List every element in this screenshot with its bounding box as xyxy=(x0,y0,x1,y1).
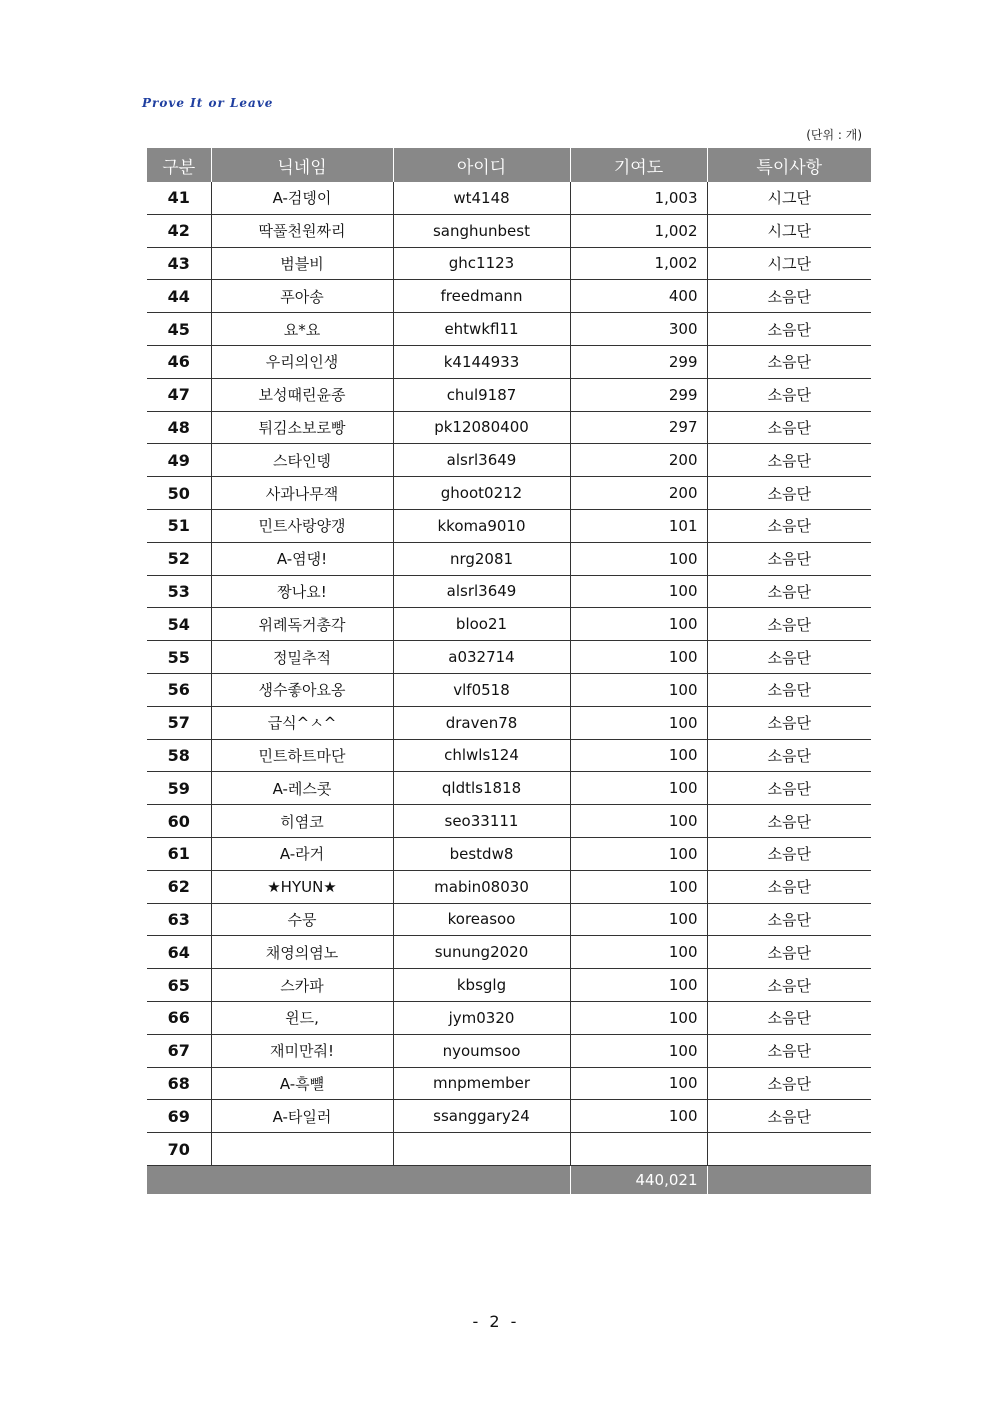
note-cell: 소음단 xyxy=(707,673,871,706)
nickname-cell: 수뭉 xyxy=(211,903,393,936)
user-id-cell: kbsglg xyxy=(393,969,570,1002)
table-row xyxy=(147,542,871,575)
table-row xyxy=(147,1034,871,1067)
row-number: 52 xyxy=(147,542,211,575)
row-number: 50 xyxy=(147,477,211,510)
row-number: 55 xyxy=(147,641,211,674)
nickname-cell: A-레스콧 xyxy=(211,772,393,805)
note-cell: 소음단 xyxy=(707,706,871,739)
nickname-cell: A-염댕! xyxy=(211,542,393,575)
nickname-cell: 사과나무잭 xyxy=(211,477,393,510)
table-row xyxy=(147,608,871,641)
note-cell: 소음단 xyxy=(707,608,871,641)
table-row xyxy=(147,214,871,247)
unit-label: (단위 : 개) xyxy=(806,128,862,142)
contribution-cell: 100 xyxy=(570,1001,707,1034)
nickname-cell: 급식^ㅅ^ xyxy=(211,706,393,739)
note-cell: 소음단 xyxy=(707,936,871,969)
contribution-cell: 100 xyxy=(570,1067,707,1100)
row-number: 67 xyxy=(147,1034,211,1067)
row-number: 61 xyxy=(147,837,211,870)
row-number: 44 xyxy=(147,280,211,313)
row-number: 57 xyxy=(147,706,211,739)
user-id-cell: nrg2081 xyxy=(393,542,570,575)
user-id-cell: ssanggary24 xyxy=(393,1100,570,1133)
note-cell: 소음단 xyxy=(707,903,871,936)
row-number: 46 xyxy=(147,345,211,378)
note-cell: 시그단 xyxy=(707,182,871,214)
contribution-cell: 100 xyxy=(570,706,707,739)
user-id-cell: kkoma9010 xyxy=(393,509,570,542)
contribution-cell: 100 xyxy=(570,837,707,870)
table-row xyxy=(147,870,871,903)
note-cell: 시그단 xyxy=(707,247,871,280)
contribution-cell: 100 xyxy=(570,936,707,969)
note-cell: 소음단 xyxy=(707,411,871,444)
table-row xyxy=(147,444,871,477)
row-number: 51 xyxy=(147,509,211,542)
nickname-cell: 푸아송 xyxy=(211,280,393,313)
row-number: 62 xyxy=(147,870,211,903)
row-number: 70 xyxy=(147,1133,211,1166)
note-cell: 소음단 xyxy=(707,313,871,346)
note-cell: 소음단 xyxy=(707,870,871,903)
contribution-cell: 299 xyxy=(570,345,707,378)
row-number: 42 xyxy=(147,214,211,247)
user-id-cell: wt4148 xyxy=(393,182,570,214)
contribution-cell: 100 xyxy=(570,575,707,608)
nickname-cell: 위례독거총각 xyxy=(211,608,393,641)
user-id-cell: chlwls124 xyxy=(393,739,570,772)
user-id-cell: mabin08030 xyxy=(393,870,570,903)
contribution-cell: 297 xyxy=(570,411,707,444)
user-id-cell: ghoot0212 xyxy=(393,477,570,510)
note-cell: 소음단 xyxy=(707,1001,871,1034)
note-cell: 소음단 xyxy=(707,378,871,411)
nickname-cell: A-흑뺼 xyxy=(211,1067,393,1100)
row-number: 63 xyxy=(147,903,211,936)
row-number: 48 xyxy=(147,411,211,444)
note-cell: 시그단 xyxy=(707,214,871,247)
table-row xyxy=(147,673,871,706)
note-cell: 소음단 xyxy=(707,542,871,575)
note-cell: 소음단 xyxy=(707,280,871,313)
table-row xyxy=(147,969,871,1002)
column-header: 특이사항 xyxy=(707,148,871,182)
contribution-cell: 101 xyxy=(570,509,707,542)
contribution-cell: 100 xyxy=(570,1034,707,1067)
note-cell: 소음단 xyxy=(707,641,871,674)
note-cell xyxy=(707,1133,871,1166)
table-row xyxy=(147,1001,871,1034)
table-row xyxy=(147,1133,871,1166)
row-number: 59 xyxy=(147,772,211,805)
nickname-cell: 딱풀천원짜리 xyxy=(211,214,393,247)
table-row xyxy=(147,706,871,739)
total-value: 440,021 xyxy=(570,1165,707,1194)
user-id-cell: bestdw8 xyxy=(393,837,570,870)
note-cell: 소음단 xyxy=(707,739,871,772)
table-row xyxy=(147,411,871,444)
contribution-cell: 1,003 xyxy=(570,182,707,214)
table-row xyxy=(147,805,871,838)
row-number: 58 xyxy=(147,739,211,772)
nickname-cell: 민트하트마단 xyxy=(211,739,393,772)
nickname-cell: A-검뎅이 xyxy=(211,182,393,214)
contribution-cell: 100 xyxy=(570,969,707,1002)
nickname-cell: 민트사랑양갱 xyxy=(211,509,393,542)
table-row xyxy=(147,641,871,674)
column-header: 기여도 xyxy=(570,148,707,182)
nickname-cell: 생수좋아요옹 xyxy=(211,673,393,706)
table-row xyxy=(147,313,871,346)
nickname-cell: 튀김소보로빵 xyxy=(211,411,393,444)
nickname-cell: 채영의염노 xyxy=(211,936,393,969)
user-id-cell: ghc1123 xyxy=(393,247,570,280)
table-row xyxy=(147,936,871,969)
note-cell: 소음단 xyxy=(707,575,871,608)
table-row xyxy=(147,1067,871,1100)
note-cell: 소음단 xyxy=(707,1100,871,1133)
table-row xyxy=(147,739,871,772)
note-cell: 소음단 xyxy=(707,837,871,870)
table-row xyxy=(147,280,871,313)
user-id-cell: alsrl3649 xyxy=(393,575,570,608)
note-cell: 소음단 xyxy=(707,1067,871,1100)
row-number: 65 xyxy=(147,969,211,1002)
contribution-cell: 100 xyxy=(570,608,707,641)
note-cell: 소음단 xyxy=(707,477,871,510)
contribution-cell: 400 xyxy=(570,280,707,313)
user-id-cell: draven78 xyxy=(393,706,570,739)
user-id-cell: jym0320 xyxy=(393,1001,570,1034)
user-id-cell: k4144933 xyxy=(393,345,570,378)
user-id-cell: koreasoo xyxy=(393,903,570,936)
table-row xyxy=(147,509,871,542)
user-id-cell: freedmann xyxy=(393,280,570,313)
row-number: 43 xyxy=(147,247,211,280)
user-id-cell: vlf0518 xyxy=(393,673,570,706)
nickname-cell: 윈드, xyxy=(211,1001,393,1034)
note-cell: 소음단 xyxy=(707,1034,871,1067)
user-id-cell: sanghunbest xyxy=(393,214,570,247)
column-header: 구분 xyxy=(147,148,211,182)
contribution-cell: 299 xyxy=(570,378,707,411)
row-number: 53 xyxy=(147,575,211,608)
table-row xyxy=(147,345,871,378)
contribution-cell: 100 xyxy=(570,870,707,903)
row-number: 47 xyxy=(147,378,211,411)
note-cell: 소음단 xyxy=(707,969,871,1002)
row-number: 41 xyxy=(147,182,211,214)
user-id-cell: seo33111 xyxy=(393,805,570,838)
nickname-cell: 범블비 xyxy=(211,247,393,280)
nickname-cell: 요*요 xyxy=(211,313,393,346)
contribution-cell xyxy=(570,1133,707,1166)
contribution-cell: 100 xyxy=(570,739,707,772)
nickname-cell: 정밀추적 xyxy=(211,641,393,674)
nickname-cell: 재미만줘! xyxy=(211,1034,393,1067)
row-number: 66 xyxy=(147,1001,211,1034)
table-row xyxy=(147,477,871,510)
table-row xyxy=(147,837,871,870)
row-number: 64 xyxy=(147,936,211,969)
table-row xyxy=(147,575,871,608)
row-number: 49 xyxy=(147,444,211,477)
contribution-table xyxy=(147,148,871,1194)
column-header: 아이디 xyxy=(393,148,570,182)
user-id-cell: ehtwkfl11 xyxy=(393,313,570,346)
row-number: 54 xyxy=(147,608,211,641)
row-number: 56 xyxy=(147,673,211,706)
user-id-cell: chul9187 xyxy=(393,378,570,411)
contribution-cell: 100 xyxy=(570,673,707,706)
contribution-cell: 200 xyxy=(570,477,707,510)
page-number: - 2 - xyxy=(472,1312,520,1331)
user-id-cell: mnpmember xyxy=(393,1067,570,1100)
note-cell: 소음단 xyxy=(707,509,871,542)
user-id-cell: nyoumsoo xyxy=(393,1034,570,1067)
nickname-cell: A-라거 xyxy=(211,837,393,870)
total-empty-cell xyxy=(707,1165,871,1194)
nickname-cell: A-타일러 xyxy=(211,1100,393,1133)
nickname-cell xyxy=(211,1133,393,1166)
user-id-cell: a032714 xyxy=(393,641,570,674)
note-cell: 소음단 xyxy=(707,444,871,477)
nickname-cell: 짱나요! xyxy=(211,575,393,608)
contribution-cell: 200 xyxy=(570,444,707,477)
contribution-cell: 100 xyxy=(570,903,707,936)
table-row xyxy=(147,903,871,936)
table-row xyxy=(147,182,871,214)
note-cell: 소음단 xyxy=(707,805,871,838)
contribution-cell: 100 xyxy=(570,1100,707,1133)
user-id-cell: alsrl3649 xyxy=(393,444,570,477)
row-number: 68 xyxy=(147,1067,211,1100)
contribution-cell: 300 xyxy=(570,313,707,346)
total-row xyxy=(147,1165,871,1194)
table-row xyxy=(147,772,871,805)
user-id-cell: pk12080400 xyxy=(393,411,570,444)
user-id-cell: sunung2020 xyxy=(393,936,570,969)
row-number: 60 xyxy=(147,805,211,838)
nickname-cell: ★HYUN★ xyxy=(211,870,393,903)
table-row xyxy=(147,247,871,280)
contribution-cell: 1,002 xyxy=(570,214,707,247)
nickname-cell: 히염코 xyxy=(211,805,393,838)
table-row xyxy=(147,378,871,411)
user-id-cell: qldtls1818 xyxy=(393,772,570,805)
nickname-cell: 우리의인생 xyxy=(211,345,393,378)
note-cell: 소음단 xyxy=(707,345,871,378)
contribution-cell: 100 xyxy=(570,641,707,674)
contribution-cell: 100 xyxy=(570,542,707,575)
contribution-cell: 100 xyxy=(570,805,707,838)
total-label-cell xyxy=(147,1165,570,1194)
user-id-cell xyxy=(393,1133,570,1166)
contribution-cell: 100 xyxy=(570,772,707,805)
table-header-row xyxy=(147,148,871,182)
table-row xyxy=(147,1100,871,1133)
nickname-cell: 보성때린윤종 xyxy=(211,378,393,411)
contribution-cell: 1,002 xyxy=(570,247,707,280)
nickname-cell: 스카파 xyxy=(211,969,393,1002)
row-number: 45 xyxy=(147,313,211,346)
row-number: 69 xyxy=(147,1100,211,1133)
note-cell: 소음단 xyxy=(707,772,871,805)
brand-title: Prove It or Leave xyxy=(142,96,274,110)
column-header: 닉네임 xyxy=(211,148,393,182)
nickname-cell: 스타인뎅 xyxy=(211,444,393,477)
user-id-cell: bloo21 xyxy=(393,608,570,641)
